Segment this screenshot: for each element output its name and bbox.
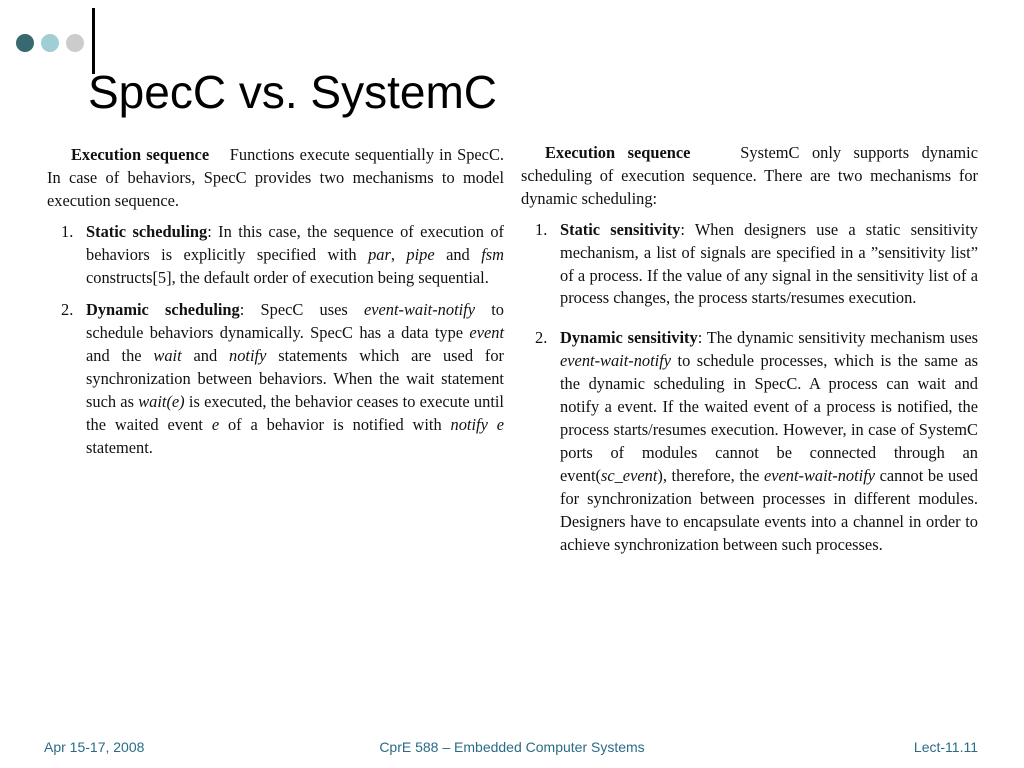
item-text: : SpecC uses: [239, 300, 364, 320]
item-text: and: [434, 244, 482, 264]
footer-course: CprE 588 – Embedded Computer Systems: [379, 739, 645, 755]
right-list-item-dynamic-sensitivity: [521, 327, 978, 556]
left-column: [47, 144, 504, 460]
keyword-notify: notify: [229, 346, 267, 366]
dot-dark: [16, 34, 34, 52]
keyword-e: e: [211, 414, 220, 434]
item-text: ), therefore, the: [657, 465, 764, 485]
keyword-wait: wait: [153, 346, 182, 366]
list-number: 2.: [61, 300, 74, 320]
item-text: : In this case, the sequence of execution of behaviors is explicitly specified with: [86, 221, 504, 264]
item-text: cannot be used for synchronization between processes in different modules. Designers have to encapsulate events into a channel in order to achieve synchronization between such processes.: [560, 465, 978, 554]
keyword-wait-e: wait(e): [138, 392, 185, 412]
right-column: [521, 142, 978, 556]
left-intro: [47, 144, 504, 213]
list-number: 1.: [61, 221, 74, 241]
item-heading: Dynamic sensitivity: [560, 328, 698, 348]
keyword-fsm: fsm: [481, 244, 504, 264]
keyword-pipe: pipe: [406, 244, 435, 264]
list-number: 2.: [535, 328, 548, 348]
item-heading: Static scheduling: [86, 221, 208, 241]
item-text: statement.: [86, 437, 153, 457]
keyword-event-wait-notify: event-wait-notify: [363, 300, 476, 320]
dot-grey: [66, 34, 84, 52]
item-heading: Static sensitivity: [560, 219, 681, 239]
item-text: to schedule processes, which is the same as the dynamic scheduling in SpecC. A process can wait and notify a event. If the waited event of a process is notified, the process starts/resumes execution. However, in case of SystemC ports of modules cannot be connected through an event(: [560, 351, 978, 485]
keyword-par: par: [368, 244, 391, 264]
keyword-notify-e: notify e: [450, 414, 505, 434]
left-list-item-dynamic-scheduling: [47, 299, 504, 459]
footer-lecture-number: Lect-11.11: [913, 739, 978, 755]
item-text: is executed, the behavior ceases to execute until the waited event: [86, 392, 504, 434]
item-heading: Dynamic scheduling: [86, 300, 240, 320]
left-list: [47, 221, 504, 460]
item-text: of a behavior is notified with: [219, 414, 451, 434]
keyword-event: event: [469, 323, 504, 343]
item-text: constructs[5], the default order of execution being sequential.: [86, 267, 489, 287]
left-intro-text: Functions execute sequentially in SpecC. In case of behaviors, SpecC provides two mechanisms to model execution sequence.: [47, 145, 504, 210]
slide-title: SpecC vs. SystemC: [88, 66, 497, 118]
left-intro-heading: Execution sequence: [71, 145, 210, 164]
footer-date: Apr 15-17, 2008: [44, 739, 145, 755]
left-list-item-static-scheduling: [47, 221, 504, 290]
list-number: 1.: [535, 219, 548, 239]
item-text: ,: [390, 244, 407, 264]
item-text: statements which are used for synchronization between behaviors. When the wait statement such as: [86, 346, 504, 412]
keyword-event-wait-notify: event-wait-notify: [763, 465, 876, 485]
right-intro-heading: Execution sequence: [545, 143, 691, 162]
item-text: : The dynamic sensitivity mechanism uses: [697, 328, 978, 348]
dot-light-teal: [41, 34, 59, 52]
keyword-sc-event: sc_event: [600, 465, 658, 485]
right-intro-text: SystemC only supports dynamic scheduling of execution sequence. There are two mechanisms for dynamic scheduling:: [521, 143, 979, 208]
right-list: [521, 219, 978, 557]
item-text: : When designers use a static sensitivity mechanism, a list of signals are specified in a ”sensitivity list” of a process. If the value of any signal in the sensitivity list of a process changes, the process starts/resumes execution.: [560, 219, 978, 308]
item-text: to schedule behaviors dynamically. SpecC has a data type: [86, 300, 504, 343]
item-text: and the: [86, 346, 154, 366]
keyword-event-wait-notify: event-wait-notify: [560, 351, 672, 371]
item-text: and: [181, 346, 230, 366]
right-intro: [521, 142, 978, 211]
right-list-item-static-sensitivity: [521, 219, 978, 311]
